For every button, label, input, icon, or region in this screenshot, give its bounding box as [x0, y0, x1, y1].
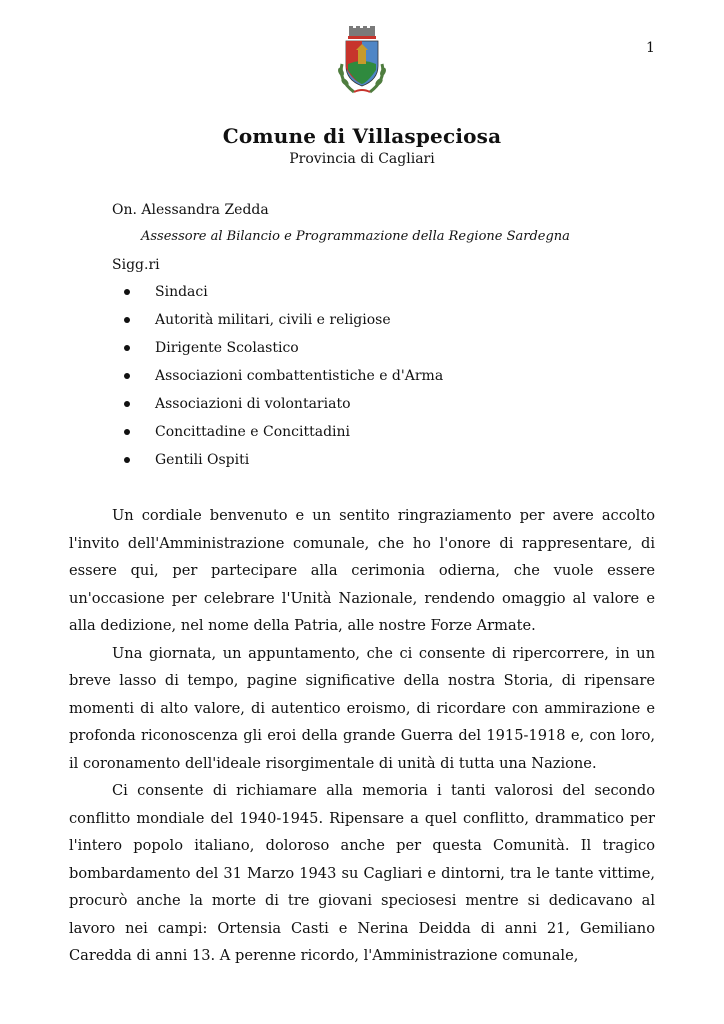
bullet-icon [124, 373, 130, 379]
list-item [121, 424, 443, 452]
speech-body [69, 502, 655, 970]
list-item [121, 452, 443, 480]
body-paragraph: Una giornata, un appuntamento, che ci consente di ripercorrere, in un breve lasso di tempo, pagine significative della nostra Storia, di ripensare momenti di alto valore, di autentico eroismo, di ricordare con ammirazione e profonda riconoscenza gli eroi della grande Guerra del 1915-1918 e, con loro, il coronamento dell'ideale risorgimentale di unità di tutta una Nazione. [69, 644, 655, 772]
bullet-icon [124, 401, 130, 407]
list-item [121, 284, 443, 312]
bullet-icon [124, 289, 130, 295]
body-paragraph: Un cordiale benvenuto e un sentito ringraziamento per avere accolto l'invito dell'Amministrazione comunale, che ho l'onore di rappresentare, di essere qui, per partecipare alla cerimonia odierna, che vuole essere un'occasione per celebrare l'Unità Nazionale, rendendo omaggio al valore e alla dedizione, nel nome della Patria, alle nostre Forze Armate. [69, 507, 655, 634]
body-paragraph: Ci consente di richiamare alla memoria i tanti valorosi del secondo conflitto mondiale del 1940-1945. Ripensare a quel conflitto, drammatico per l'intero popolo italiano, doloroso anche per questa Comunità. Il tragico bombardamento del 31 Marzo 1943 su Cagliari e dintorni, tra le tante vittime, procurò anche la morte di tre giovani speciosesi mentre si dedicavano al lavoro nei campi: Ortensia Casti e Nerina Deidda di anni 21, Gemiliano Caredda di anni 13. A perenne ricordo, l'Amministrazione comunale, [69, 782, 655, 964]
list-item [121, 368, 443, 396]
list-item [121, 312, 443, 340]
municipal-crest-icon [332, 24, 392, 100]
list-item [121, 340, 443, 368]
salutation: Sigg.ri [112, 257, 160, 273]
addressee-name: On. Alessandra Zedda [112, 202, 269, 218]
list-item-label: Dirigente Scolastico [155, 340, 299, 356]
list-item-label: Gentili Ospiti [155, 452, 250, 468]
list-item-label: Associazioni combattentistiche e d'Arma [155, 368, 444, 384]
bullet-icon [124, 345, 130, 351]
page-number: 1 [646, 40, 655, 56]
list-item-label: Concittadine e Concittadini [155, 424, 351, 440]
list-item-label: Autorità militari, civili e religiose [155, 312, 391, 328]
bullet-icon [124, 457, 130, 463]
list-item [121, 396, 443, 424]
page-title: Comune di Villaspeciosa [222, 124, 502, 148]
recipients-list [121, 284, 443, 480]
list-item-label: Sindaci [155, 284, 208, 300]
list-item-label: Associazioni di volontariato [155, 396, 351, 412]
bullet-icon [124, 317, 130, 323]
bullet-icon [124, 429, 130, 435]
addressee-role: Assessore al Bilancio e Programmazione della Regione Sardegna [141, 229, 570, 244]
page-subtitle: Provincia di Cagliari [289, 151, 435, 167]
